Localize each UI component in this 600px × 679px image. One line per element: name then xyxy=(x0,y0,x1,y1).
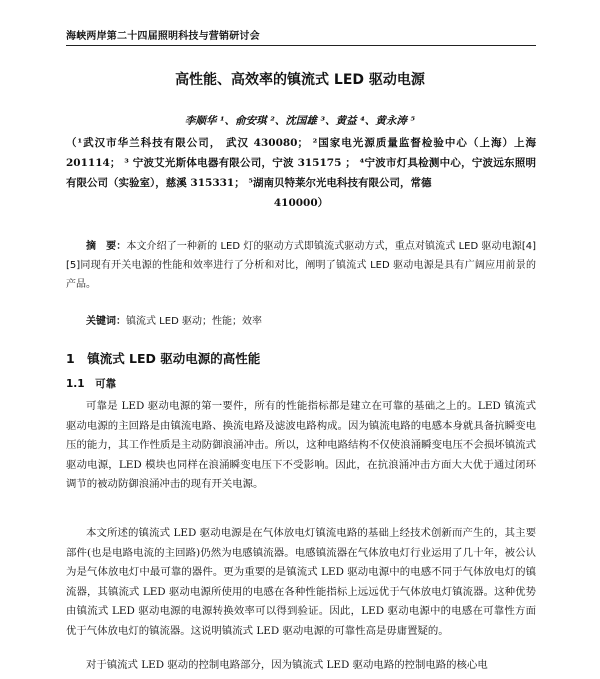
keywords xyxy=(86,312,262,327)
body-paragraph-3: 对于镇流式 LED 驱动的控制电路部分，因为镇流式 LED 驱动电路的控制电路的核心电 xyxy=(86,659,488,671)
body-paragraph-2: 本文所述的镇流式 LED 驱动电源是在气体放电灯镇流电路的基础上经技术创新而产生的，其主要部件(也是电路电流的主回路)仍然为电感镇流器。电感镇流器在气体放电灯行业运用了几十年，被公认为是气体放电灯中最可靠的器件。更为重要的是镇流式 LED 驱动电源中的电感不同于气体放电灯的镇流器，其镇流式 LED 驱动电源所使用的电感在各种性能指标上远远优于气体放电灯镇流器。这种优势由镇流式 LED 驱动电源的电源转换效率可以得到验证。因此，LED 驱动电源中的电感在可靠性方面优于气体放电灯的镇流器。这说明镇流式 LED 驱动电源的可靠性高是毋庸置疑的。 xyxy=(66,527,536,637)
keywords-text: 镇流式 LED 驱动；性能；效率 xyxy=(126,316,262,327)
body-paragraph-1: 可靠是 LED 驱动电源的第一要件，所有的性能指标都是建立在可靠的基础之上的。LED 镇流式驱动电源的主回路是由镇流电路、换流电路及滤波电路构成。因为镇流电路的电感本身就具备抗瞬变电压的能力，其工作性质是主动防御浪涌冲击。所以，这种电路结构不仅使浪涌瞬变电压不会损坏镇流式驱动电源，LED 模块也同样在浪涌瞬变电压下不受影响。因此，在抗浪涌冲击方面大大优于通过闭环调节的被动防御浪涌冲击的现有开关电源。 xyxy=(66,400,536,491)
affiliations-last: 410000） xyxy=(273,197,329,209)
running-header: 海峡两岸第二十四届照明科技与营销研讨会 xyxy=(66,27,536,46)
subsection-heading-1-1: 1.1 可靠 xyxy=(66,378,117,390)
keywords-label: 关键词： xyxy=(86,316,126,327)
paper-title: 高性能、高效率的镇流式 LED 驱动电源 xyxy=(175,72,425,88)
author-list: 李顺华 ¹、俞安琪 ²、沈国雄 ³、黄益 ⁴、黄永涛 ⁵ xyxy=(184,115,416,127)
abstract-text: 本文介绍了一种新的 LED 灯的驱动方式即镇流式驱动方式，重点对镇流式 LED 驱动电源[4][5]同现有开关电源的性能和效率进行了分析和对比，阐明了镇流式 LED 驱动电源是具有广阔应用前景的产品。 xyxy=(66,241,536,290)
affiliations-main: （¹武汉市华兰科技有限公司， 武汉 430080； ²国家电光源质量监督检验中心（上海）上海 201114； ³ 宁波艾光斯体电器有限公司，宁波 315175 ； ⁴宁波市灯具检测中心，宁波远东照明有限公司（实验室），慈溪 315331； ⁵湖南贝特莱尔光电科技有限公司，常德 xyxy=(66,137,536,189)
abstract xyxy=(66,237,536,294)
affiliations xyxy=(66,133,536,213)
abstract-label: 摘 要： xyxy=(86,241,127,252)
section-heading-1: 1 镇流式 LED 驱动电源的高性能 xyxy=(66,351,261,366)
